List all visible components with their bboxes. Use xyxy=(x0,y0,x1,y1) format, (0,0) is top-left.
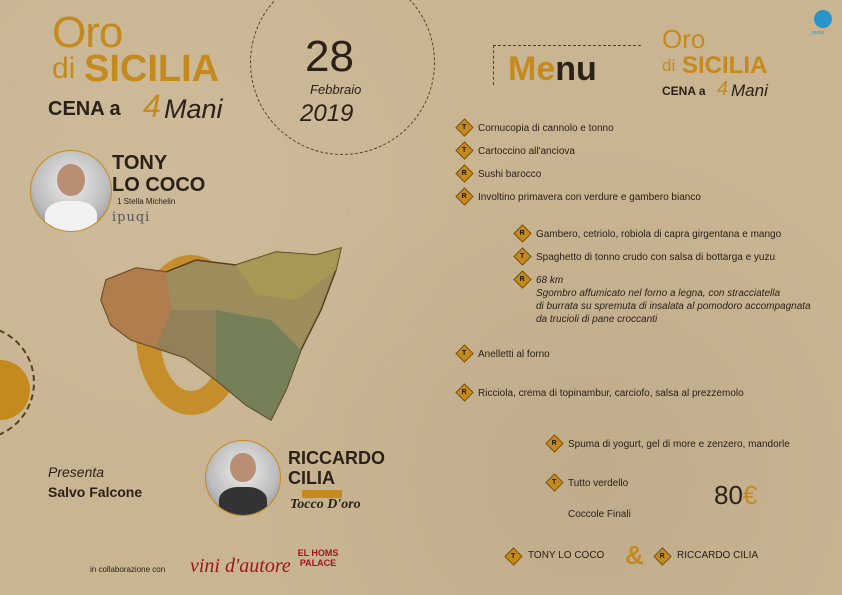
logo-four: 4 xyxy=(143,88,161,124)
date-year: 2019 xyxy=(300,100,354,127)
logo-mani: Mani xyxy=(164,94,223,124)
sicily-map xyxy=(96,240,346,425)
dish-badge-label: T xyxy=(462,146,467,154)
chef1-restaurant: ipuqi xyxy=(112,210,151,225)
dish-badge-label: T xyxy=(520,252,525,260)
price xyxy=(714,480,757,511)
dish-badge-label: T xyxy=(552,478,557,486)
bottom-badge-t-label: T xyxy=(511,552,516,560)
dish-badge xyxy=(455,383,473,401)
date-day: 28 xyxy=(305,32,354,81)
price-currency: € xyxy=(742,480,758,510)
presenter-label: Presenta xyxy=(48,464,105,480)
logo2-cena: CENA a xyxy=(662,84,706,98)
bottom-amp: & xyxy=(625,540,644,570)
dish-item: Spuma di yogurt, gel di more e zenzero, mandorle xyxy=(568,439,790,450)
chef1-body xyxy=(45,201,96,232)
logo-oro: Oro xyxy=(52,8,123,57)
dish-item: Ricciola, crema di topinambur, carciofo, salsa al prezzemolo xyxy=(478,388,744,399)
logo2-four: 4 xyxy=(717,78,729,100)
dish-badge xyxy=(455,118,473,136)
dish-item: Involtino primavera con verdure e gambero bianco xyxy=(478,192,701,203)
dish-item: da trucioli di pane croccanti xyxy=(536,314,658,325)
press-logo-icon xyxy=(814,10,832,28)
chef2-avatar xyxy=(205,440,281,516)
press-logo-text: press xyxy=(812,30,825,36)
collab-label: in collaborazione con xyxy=(90,565,166,574)
dish-item: Cartoccino all'anciova xyxy=(478,146,575,157)
dish-badge xyxy=(513,247,531,265)
bottom-chef-r: RICCARDO CILIA xyxy=(677,550,759,561)
dish-badge-label: R xyxy=(519,229,525,237)
homs-logo: EL HOMS PALACE xyxy=(297,548,339,568)
chef2-body xyxy=(219,487,266,516)
logo-sicilia: SICILIA xyxy=(84,48,220,90)
chef2-restaurant: Tocco D'oro xyxy=(290,497,361,512)
logo2-di: di xyxy=(662,56,676,75)
chef2-face xyxy=(230,453,255,483)
price-value: 80 xyxy=(714,480,743,510)
chef2-name-line1: RICCARDO xyxy=(288,448,385,468)
bottom-badge-r-label: R xyxy=(659,552,665,560)
dish-item: 68 km xyxy=(536,275,564,286)
menu-title-nu: nu xyxy=(555,50,597,88)
dish-badge-label: R xyxy=(551,439,557,447)
logo2-mani: Mani xyxy=(731,81,768,100)
logo-di: di xyxy=(52,52,76,85)
chef1-name xyxy=(112,152,232,196)
logo-cena: CENA a xyxy=(48,98,121,120)
chef1-name-line2: LO COCO xyxy=(112,174,206,196)
dish-badge xyxy=(455,141,473,159)
dish-badge xyxy=(455,344,473,362)
dish-badge xyxy=(455,164,473,182)
dish-badge-label: R xyxy=(461,388,467,396)
dish-badge xyxy=(545,473,563,491)
dish-item: Anelletti al forno xyxy=(478,349,550,360)
chef1-name-line1: TONY xyxy=(112,152,168,174)
logo2-sicilia: SICILIA xyxy=(682,52,768,79)
dish-item: Spaghetto di tonno crudo con salsa di bottarga e yuzu xyxy=(536,252,776,263)
dish-badge xyxy=(513,270,531,288)
dish-item: Cornucopia di cannolo e tonno xyxy=(478,123,614,134)
dish-item: di burrata su spremuta di insalata al pomodoro accompagnata xyxy=(536,301,811,312)
dish-badge xyxy=(513,224,531,242)
menu-title xyxy=(508,50,597,89)
dish-badge xyxy=(455,187,473,205)
vini-logo: vini d'autore xyxy=(190,555,291,577)
menu-title-me: Me xyxy=(508,50,556,88)
dish-item: Tutto verdello xyxy=(568,478,629,489)
dish-badge-label: T xyxy=(462,349,467,357)
logo2-oro: Oro xyxy=(662,24,706,54)
dish-item: Sushi barocco xyxy=(478,169,542,180)
dish-badge-label: T xyxy=(462,123,467,131)
chef1-face xyxy=(57,164,84,196)
dish-item: Sgombro affumicato nel forno a legna, con stracciatella xyxy=(536,288,781,299)
dish-badge xyxy=(545,434,563,452)
dish-badge-label: R xyxy=(519,275,525,283)
dish-badge-label: R xyxy=(461,169,467,177)
date-month: Febbraio xyxy=(310,82,362,97)
chef1-stars: 1 Stella Michelin xyxy=(117,197,176,206)
dish-badge-label: R xyxy=(461,192,467,200)
dish-item: Gambero, cetriolo, robiola di capra girgentana e mango xyxy=(536,229,782,240)
dish-item: Coccole Finali xyxy=(568,509,631,520)
chef2-name xyxy=(288,448,408,488)
chef2-name-line2: CILIA xyxy=(288,468,335,488)
bottom-badge-r xyxy=(653,547,671,565)
bottom-chef-t: TONY LO COCO xyxy=(528,550,605,561)
chef1-avatar xyxy=(30,150,112,232)
presenter-name: Salvo Falcone xyxy=(48,484,143,500)
bottom-badge-t xyxy=(504,547,522,565)
map-west xyxy=(101,268,171,348)
